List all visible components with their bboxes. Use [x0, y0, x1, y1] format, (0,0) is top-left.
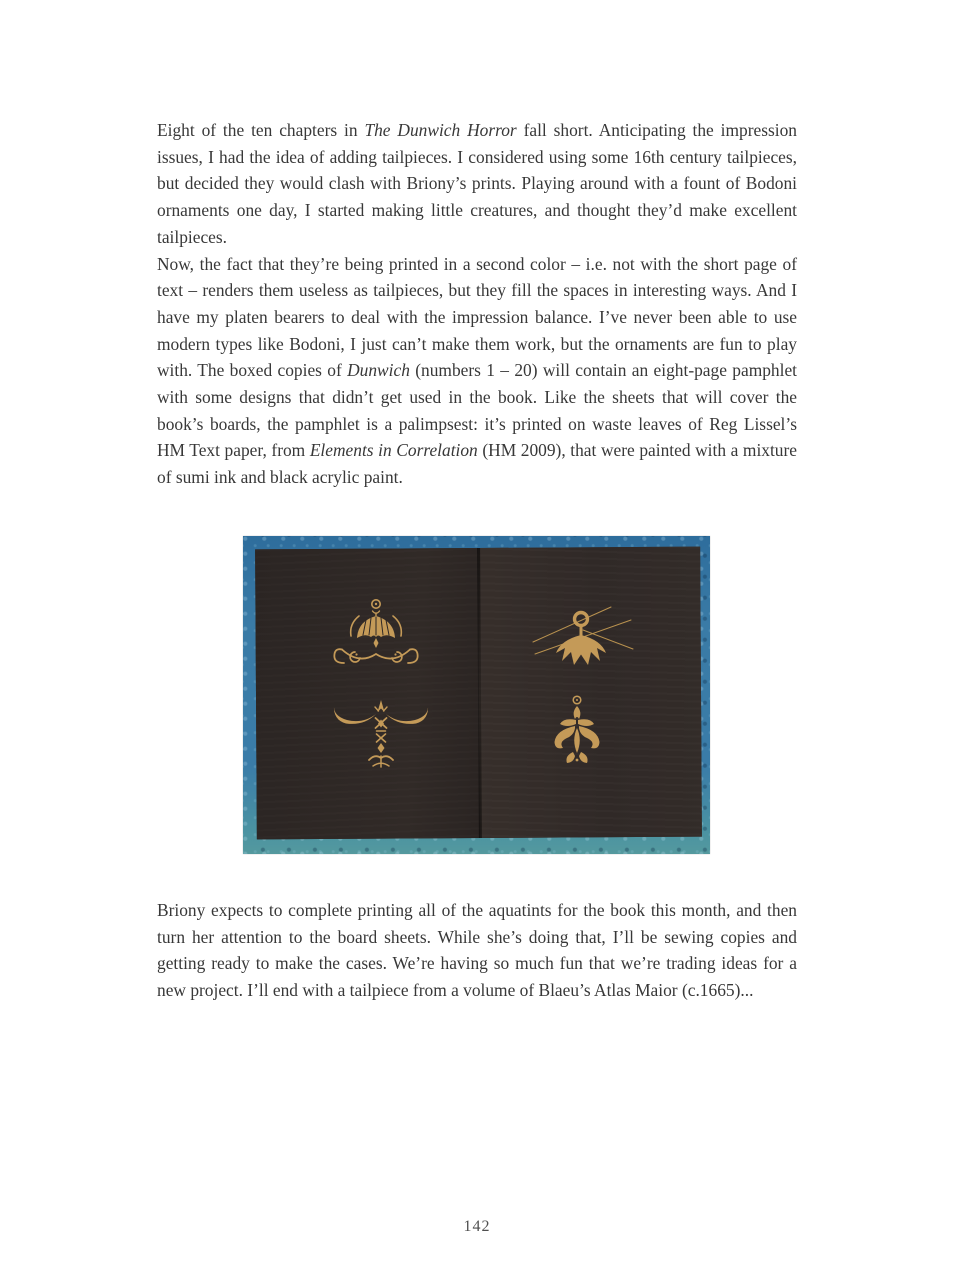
- figure-pamphlet-photo: [243, 536, 710, 854]
- pamphlet-right-page: [479, 547, 702, 838]
- paragraph-2: [157, 251, 797, 491]
- page-number: 142: [463, 1218, 491, 1235]
- italic-title-run: The Dunwich Horror: [364, 120, 517, 140]
- text-run: Eight of the ten chapters in: [157, 120, 365, 140]
- pamphlet-spread: [255, 547, 702, 840]
- italic-title-run: Dunwich: [347, 360, 410, 381]
- ornament-acanthus-sprig-icon: [543, 694, 611, 770]
- ornament-horned-totem-icon: [331, 698, 431, 772]
- text-run: (HM 2009), that were painted with a mixture of sumi ink and black acrylic paint.: [157, 440, 798, 488]
- text-run: Briony expects to complete printing all of the aquatints for the book this month, and then turn her attention to the board sheets. While she’s doing that, I’ll be sewing copies and getting ready to make the cases. We’re having so much fun that we’re trading ideas for a new project. I’ll end with a tailpiece from a volume of Blaeu’s Atlas Maior (c.1665)...: [157, 900, 797, 1001]
- pamphlet-left-page: [255, 548, 481, 839]
- paragraph-1: [157, 117, 797, 251]
- italic-title-run: Elements in Correlation: [309, 440, 478, 461]
- paragraph-3: [157, 897, 797, 1004]
- ornament-ring-insect-icon: [531, 602, 635, 676]
- text-run: fall short. Anticipating the impression issues, I had the idea of adding tailpieces. I considered using some 16th century tailpieces, but decided they would clash with Briony’s prints. Playing around with a fount of Bodoni ornaments one day, I started making little creatures, and thought they’d make excellent tailpieces.: [157, 120, 797, 247]
- article-text-lower: [157, 897, 797, 1004]
- ornament-dome-jellyfish-icon: [321, 596, 431, 680]
- text-run: (numbers 1 – 20) will contain an eight-page pamphlet with some designs that didn’t get used in the book. Like the sheets that will cover the book’s boards, the pamphlet is a palimpsest: it’s printed on waste leaves of Reg Lissel’s HM Text paper, from: [157, 360, 797, 461]
- text-run: Now, the fact that they’re being printed in a second color – i.e. not with the short page of text – renders them useless as tailpieces, but they fill the spaces in interesting ways. And I have my platen bearers to deal with the impression balance. I’ve never been able to use modern types like Bodoni, I just can’t make them work, but the ornaments are fun to play with. The boxed copies of: [157, 253, 797, 381]
- article-text-upper: [157, 117, 797, 491]
